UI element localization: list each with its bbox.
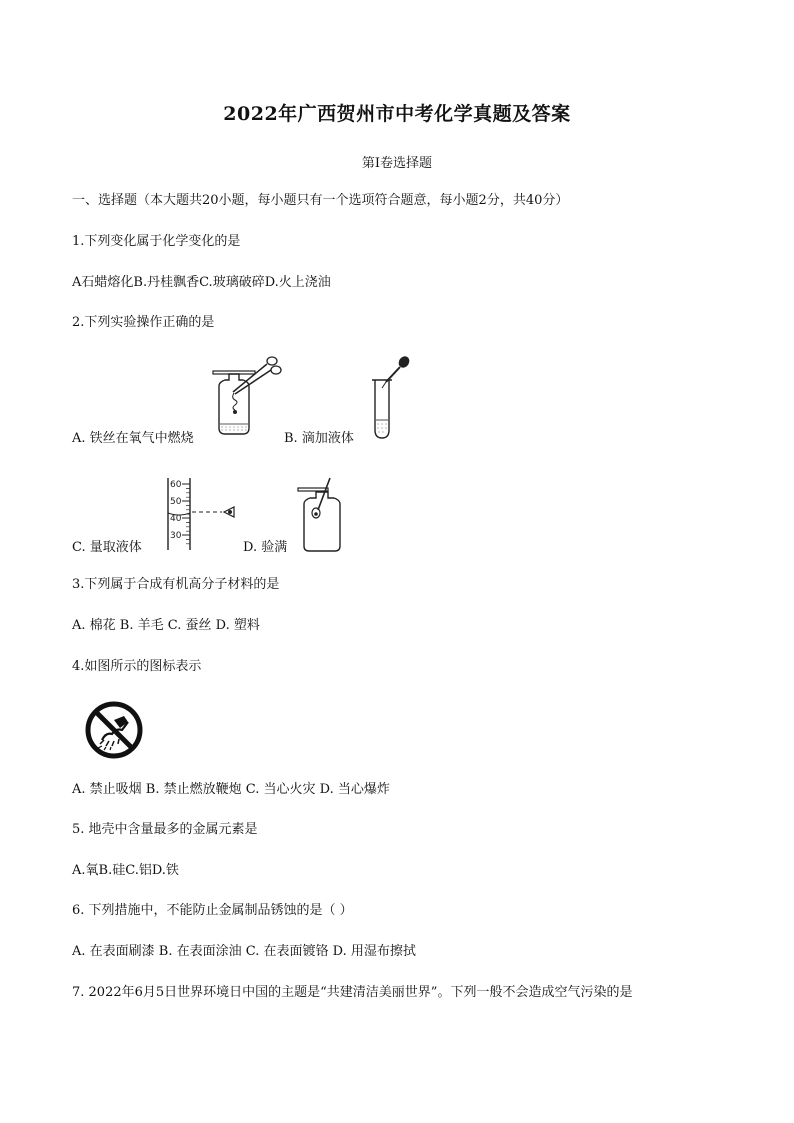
cylinder-tick-50: 50: [170, 497, 182, 507]
question-3-options: A. 棉花 B. 羊毛 C. 蚕丝 D. 塑料: [72, 618, 260, 633]
section-subtitle: 第I卷选择题: [361, 156, 433, 171]
question-2-option-a: A. 铁丝在氧气中燃烧: [72, 431, 194, 446]
cylinder-tick-40: 40: [170, 514, 182, 524]
question-4-options: A. 禁止吸烟 B. 禁止燃放鞭炮 C. 当心火灾 D. 当心爆炸: [72, 782, 390, 797]
section-heading: 一、选择题（本大题共20小题，每小题只有一个选项符合题意，每小题2分，共40分）: [72, 193, 569, 208]
question-2-option-c: C. 量取液体: [72, 540, 142, 555]
question-2-option-b: B. 滴加液体: [284, 431, 354, 446]
iron-wire-burning-figure: [205, 352, 285, 444]
question-5-stem: 5. 地壳中含量最多的金属元素是: [72, 822, 258, 837]
question-5-options: A.氧B.硅C.铝D.铁: [72, 863, 179, 878]
question-4-stem: 4.如图所示的图标表示: [72, 659, 202, 674]
question-1-options: A石蜡熔化B.丹桂飘香C.玻璃破碎D.火上浇油: [72, 275, 331, 290]
cylinder-tick-30: 30: [170, 531, 182, 541]
question-1-stem: 1.下列变化属于化学变化的是: [72, 234, 241, 249]
question-3-stem: 3.下列属于合成有机高分子材料的是: [72, 577, 280, 592]
question-6-stem: 6. 下列措施中，不能防止金属制品锈蚀的是（ ）: [72, 903, 353, 918]
question-6-options: A. 在表面刷漆 B. 在表面涂油 C. 在表面镀铬 D. 用湿布擦拭: [72, 944, 416, 959]
no-firecrackers-sign-icon: [84, 700, 144, 760]
document-title: 2022年广西贺州市中考化学真题及答案: [223, 103, 571, 125]
graduated-cylinder-figure: [164, 476, 244, 552]
question-7-stem: 7. 2022年6月5日世界环境日中国的主题是“共建清洁美丽世界”。下列一般不会造成空气污染的是: [72, 985, 633, 1000]
dropper-test-tube-figure: [366, 354, 414, 442]
question-2-option-d: D. 验满: [243, 540, 288, 555]
gas-bottle-verify-figure: [296, 474, 352, 554]
cylinder-tick-60: 60: [170, 480, 182, 490]
question-2-stem: 2.下列实验操作正确的是: [72, 315, 215, 330]
